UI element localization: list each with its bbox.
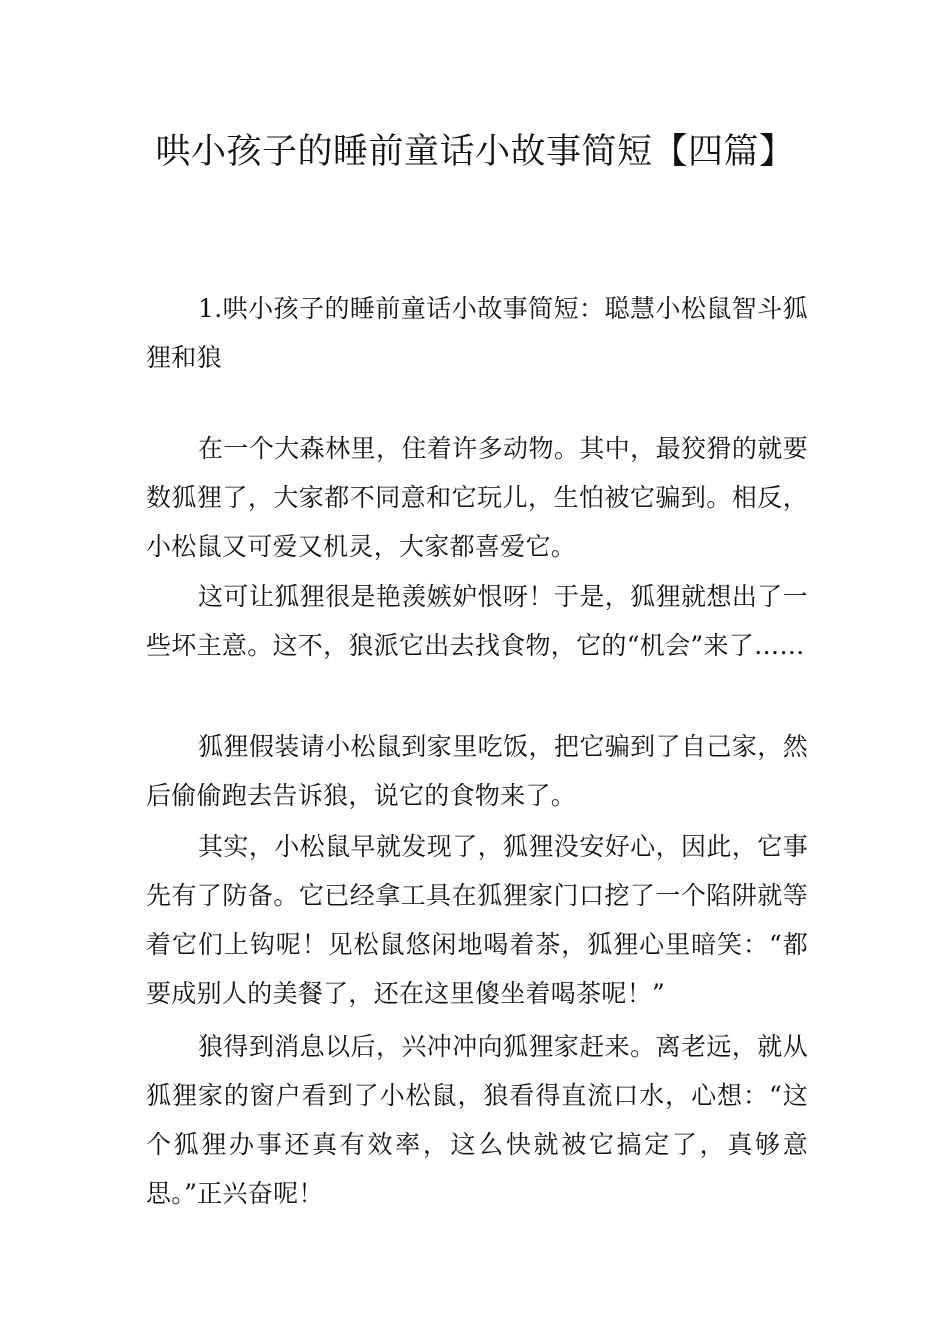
paragraph-4: 其实，小松鼠早就发现了，狐狸没安好心，因此，它事先有了防备。它已经拿工具在狐狸家门口挖了一个陷阱就等着它们上钩呢！见松鼠悠闲地喝着茶，狐狸心里暗笑：“都要成别人的美餐了，还在这里傻坐着喝茶呢！” [146, 832, 808, 1008]
document-title: 哄小孩子的睡前童话小故事简短【四篇】 [155, 132, 795, 172]
paragraph-1: 在一个大森林里，住着许多动物。其中，最狡猾的就要数狐狸了，大家都不同意和它玩儿，生怕被它骗到。相反，小松鼠又可爱又机灵，大家都喜爱它。 [146, 434, 808, 561]
paragraph-3: 狐狸假装请小松鼠到家里吃饭，把它骗到了自己家，然后偷偷跑去告诉狼，说它的食物来了。 [146, 732, 808, 810]
paragraph-2: 这可让狐狸很是艳羡嫉妒恨呀！于是，狐狸就想出了一些坏主意。这不，狼派它出去找食物，它的“机会”来了…… [146, 582, 808, 660]
paragraph-5: 狼得到消息以后，兴冲冲向狐狸家赶来。离老远，就从狐狸家的窗户看到了小松鼠，狼看得直流口水，心想：“这个狐狸办事还真有效率，这么快就被它搞定了，真够意思。”正兴奋呢！ [146, 1032, 808, 1208]
section-heading: 1.哄小孩子的睡前童话小故事简短：聪慧小松鼠智斗狐狸和狼 [146, 294, 808, 372]
